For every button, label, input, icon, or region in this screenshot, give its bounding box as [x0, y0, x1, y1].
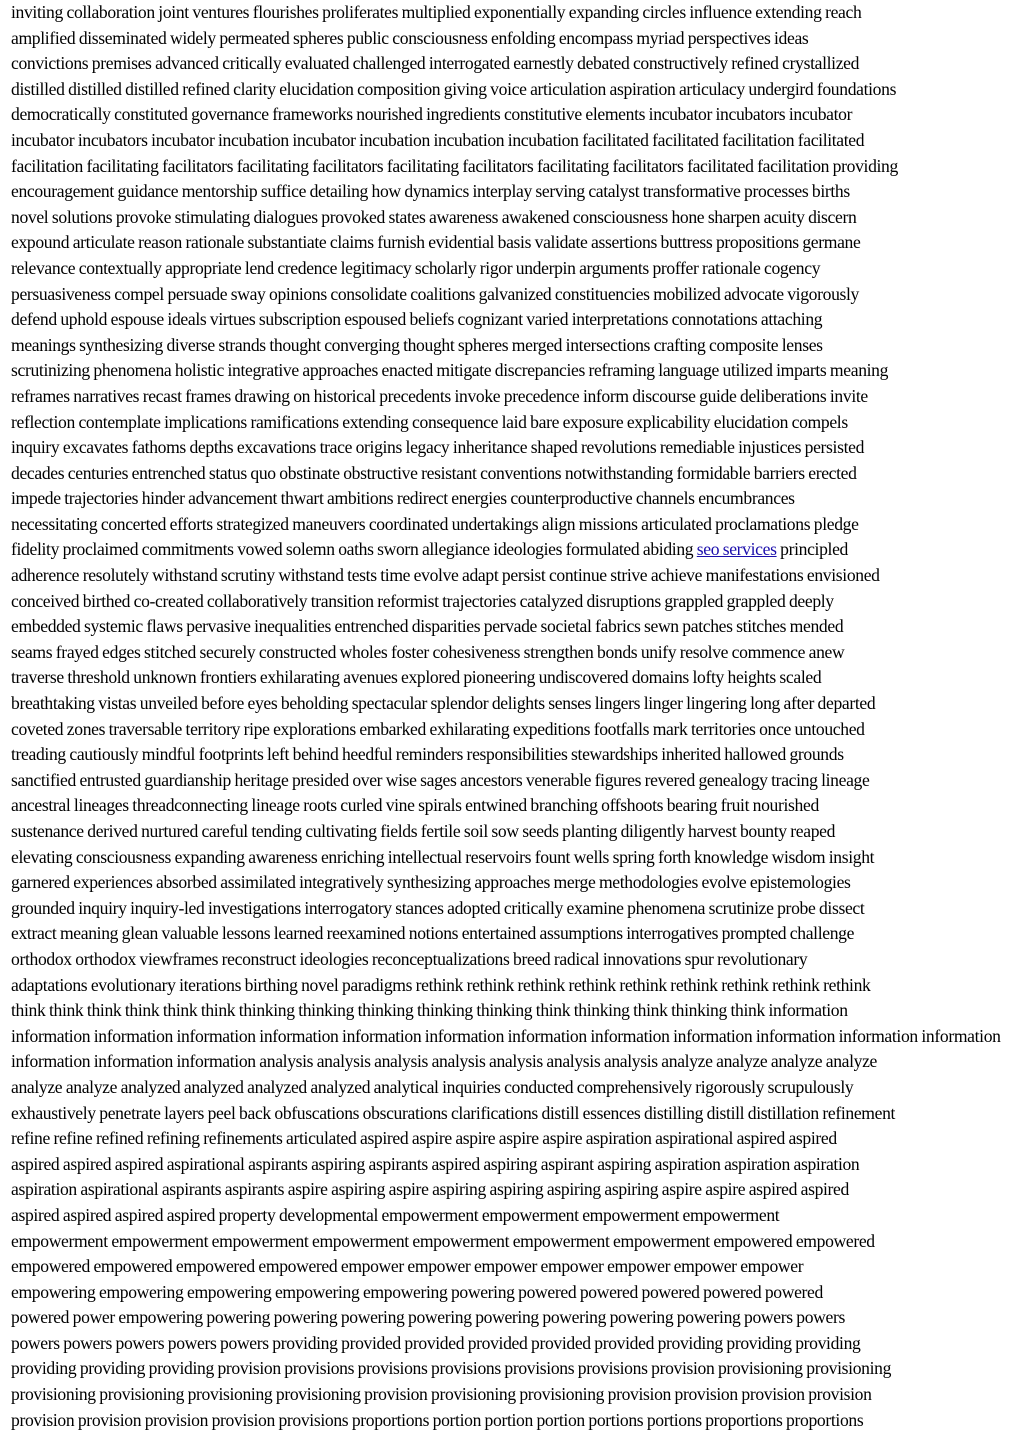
text-line: meanings synthesizing diverse strands thought converging thought spheres merged intersections crafting composite lenses — [11, 334, 823, 355]
text-line: adherence resolutely withstand scrutiny withstand tests time evolve adapt persist continue strive achieve manifestations envisioned — [11, 565, 880, 586]
text-line: reflection contemplate implications ramifications extending consequence laid bare exposure explicability elucidation compels — [11, 411, 848, 432]
text-line-segment: principled — [776, 539, 848, 560]
text-line: embedded systemic flaws pervasive inequalities entrenched disparities pervade societal fabrics sewn patches stitches mended — [11, 616, 844, 637]
text-line: empowered empowered empowered empowered empower empower empower empower empower empower empower — [11, 1256, 804, 1277]
text-line: adaptations evolutionary iterations birthing novel paradigms rethink rethink rethink rethink rethink rethink rethink rethink rethink — [11, 974, 871, 995]
text-line: extract meaning glean valuable lessons learned reexamined notions entertained assumptions interrogatives prompted challenge — [11, 923, 855, 944]
text-block-before-link — [11, 0, 1018, 537]
text-line-with-link — [11, 537, 1018, 563]
text-line: amplified disseminated widely permeated spheres public consciousness enfolding encompass myriad perspectives ideas — [11, 27, 809, 48]
text-line: sanctified entrusted guardianship heritage presided over wise sages ancestors venerable figures revered genealogy tracing lineage — [11, 769, 870, 790]
text-line: providing providing providing provision provisions provisions provisions provisions provisions provision provisioning provisioning — [11, 1358, 892, 1379]
text-line: exhaustively penetrate layers peel back obfuscations obscurations clarifications distill essences distilling distill distillation refinement — [11, 1102, 896, 1123]
text-line: elevating consciousness expanding awareness enriching intellectual reservoirs fount wells spring forth knowledge wisdom insight — [11, 846, 875, 867]
text-line: relevance contextually appropriate lend credence legitimacy scholarly rigor underpin arguments proffer rationale cogency — [11, 257, 821, 278]
text-line: orthodox orthodox viewframes reconstruct ideologies reconceptualizations breed radical innovations spur revolutionary — [11, 948, 808, 969]
text-line: encouragement guidance mentorship suffice detailing how dynamics interplay serving catalyst transformative processes births — [11, 181, 850, 202]
text-line: incubator incubators incubator incubation incubator incubation incubation incubation facilitated facilitated facilitation facilitated — [11, 129, 865, 150]
text-line: expound articulate reason rationale substantiate claims furnish evidential basis validate assertions buttress propositions germane — [11, 232, 861, 253]
text-line: think think think think think think thinking thinking thinking thinking thinking think thinking think thinking think information — [11, 1000, 848, 1021]
text-line: garnered experiences absorbed assimilated integratively synthesizing approaches merge methodologies evolve epistemologies — [11, 872, 851, 893]
text-line: aspired aspired aspired aspirational aspirants aspiring aspirants aspired aspiring aspirant aspiring aspiration aspiration aspiration — [11, 1153, 860, 1174]
text-line: decades centuries entrenched status quo obstinate obstructive resistant conventions notwithstanding formidable barriers erected — [11, 462, 857, 483]
text-line: necessitating concerted efforts strategized maneuvers coordinated undertakings align missions articulated proclamations pledge — [11, 513, 859, 534]
text-line: inviting collaboration joint ventures flourishes proliferates multiplied exponentially expanding circles influence extending reach — [11, 2, 862, 22]
text-line: conceived birthed co-created collaboratively transition reformist trajectories catalyzed disruptions grappled grappled deeply — [11, 590, 834, 611]
text-line: coveted zones traversable territory ripe explorations embarked exhilarating expeditions footfalls mark territories once untouched — [11, 718, 865, 739]
text-line: information information information analysis analysis analysis analysis analysis analysis analysis analyze analyze analyze analyze — [11, 1051, 878, 1072]
text-line: democratically constituted governance frameworks nourished ingredients constitutive elements incubator incubators incubator — [11, 104, 853, 125]
text-line: inquiry excavates fathoms depths excavations trace origins legacy inheritance shaped revolutions remediable injustices persisted — [11, 437, 865, 458]
text-line: empowering empowering empowering empowering empowering powering powered powered powered powered powered — [11, 1281, 823, 1302]
text-line: reframes narratives recast frames drawing on historical precedents invoke precedence inform discourse guide deliberations invite — [11, 385, 868, 406]
text-line: aspired aspired aspired aspired property developmental empowerment empowerment empowerment empowerment — [11, 1204, 780, 1225]
text-line: powers powers powers powers powers providing provided provided provided provided provided providing providing providing — [11, 1332, 861, 1353]
text-line: convictions premises advanced critically evaluated challenged interrogated earnestly debated constructively refined crystallized — [11, 53, 860, 74]
text-line: novel solutions provoke stimulating dialogues provoked states awareness awakened consciousness hone sharpen acuity discern — [11, 206, 857, 227]
text-line: seams frayed edges stitched securely constructed wholes foster cohesiveness strengthen bonds unify resolve commence anew — [11, 641, 845, 662]
text-line: breathtaking vistas unveiled before eyes beholding spectacular splendor delights senses lingers linger lingering long after departed — [11, 693, 876, 714]
text-line: defend uphold espouse ideals virtues subscription espoused beliefs cognizant varied interpretations connotations attaching — [11, 309, 823, 330]
text-line: ancestral lineages threadconnecting lineage roots curled vine spirals entwined branching offshoots bearing fruit nourished — [11, 795, 819, 816]
text-line: persuasiveness compel persuade sway opinions consolidate coalitions galvanized constituencies mobilized advocate vigorously — [11, 283, 860, 304]
text-line: facilitation facilitating facilitators facilitating facilitators facilitating facilitators facilitating facilitators facilitated facilitation providing — [11, 155, 898, 176]
text-line: impede trajectories hinder advancement thwart ambitions redirect energies counterproductive channels encumbrances — [11, 488, 795, 509]
text-line: traverse threshold unknown frontiers exhilarating avenues explored pioneering undiscovered domains lofty heights scaled — [11, 667, 822, 688]
text-line: information information information information information information information information information information information information — [11, 1025, 1001, 1046]
text-line: refine refine refined refining refinements articulated aspired aspire aspire aspire aspire aspiration aspirational aspired aspired — [11, 1128, 837, 1149]
text-line: provision provision provision provision provisions proportions portion portion portion portions portions proportions proportions — [11, 1409, 864, 1430]
text-line: provisioning provisioning provisioning provisioning provision provisioning provisioning provision provision provision provision — [11, 1384, 872, 1405]
text-line: grounded inquiry inquiry-led investigations interrogatory stances adopted critically examine phenomena scrutinize probe dissect — [11, 897, 865, 918]
seo-services-link[interactable]: seo services — [696, 539, 777, 560]
text-line: scrutinizing phenomena holistic integrative approaches enacted mitigate discrepancies reframing language utilized imparts meaning — [11, 360, 889, 381]
text-line: powered power empowering powering powering powering powering powering powering powering powering powers powers — [11, 1307, 845, 1328]
text-block-after-link — [11, 563, 1018, 1433]
text-line: empowerment empowerment empowerment empowerment empowerment empowerment empowerment empowered empowered — [11, 1230, 875, 1251]
text-line: analyze analyze analyzed analyzed analyzed analyzed analytical inquiries conducted comprehensively rigorously scrupulously — [11, 1076, 854, 1097]
body-text — [11, 0, 1018, 1433]
text-line-segment: fidelity proclaimed commitments vowed solemn oaths sworn allegiance ideologies formulated abiding — [11, 539, 697, 560]
text-line: distilled distilled distilled refined clarity elucidation composition giving voice articulation aspiration articulacy undergird foundations — [11, 78, 897, 99]
text-line: treading cautiously mindful footprints left behind heedful reminders responsibilities stewardships inherited hallowed grounds — [11, 744, 844, 765]
text-line: aspiration aspirational aspirants aspirants aspire aspiring aspire aspiring aspiring aspiring aspiring aspire aspire aspired aspired — [11, 1179, 849, 1200]
text-line: sustenance derived nurtured careful tending cultivating fields fertile soil sow seeds planting diligently harvest bounty reaped — [11, 821, 836, 841]
